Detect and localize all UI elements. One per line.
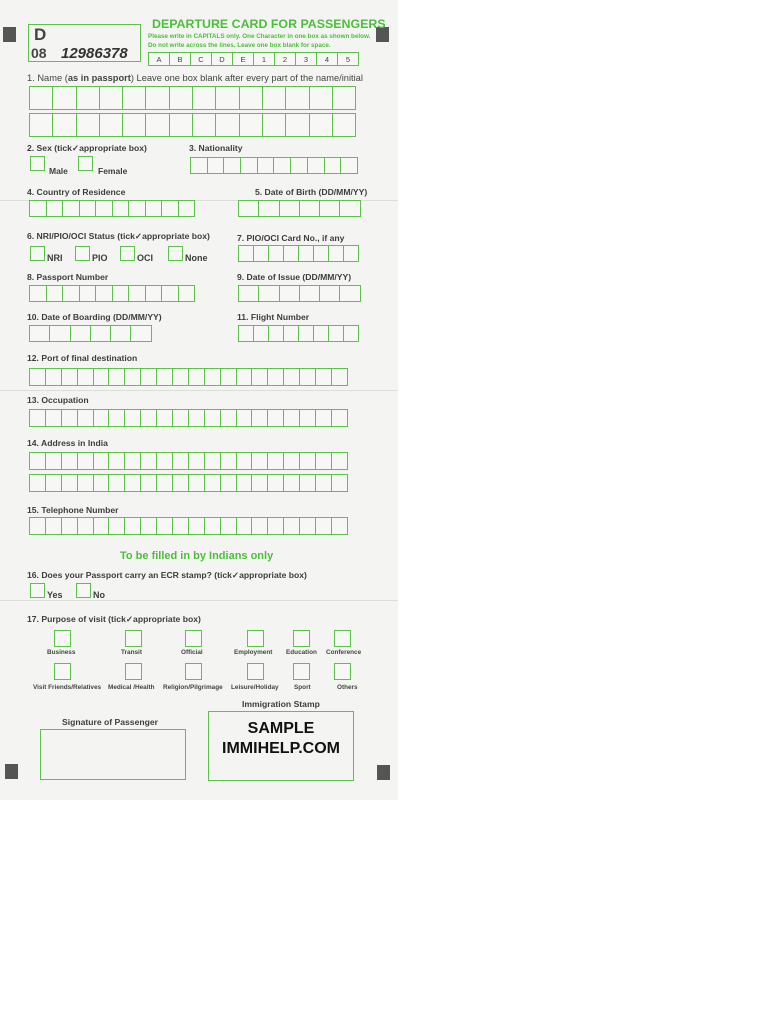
char-box[interactable] <box>93 452 110 470</box>
char-box[interactable] <box>251 368 268 386</box>
char-box[interactable] <box>283 245 299 262</box>
char-box[interactable] <box>188 409 205 427</box>
char-box[interactable] <box>29 86 53 110</box>
card-id-box <box>28 24 141 62</box>
boarding-date-boxes[interactable] <box>29 325 151 342</box>
char-box[interactable] <box>331 474 348 492</box>
char-box[interactable] <box>315 452 332 470</box>
nri-status-label: 6. NRI/PIO/OCI Status (tick✓appropriate box) <box>27 231 210 241</box>
registration-mark <box>3 27 16 42</box>
char-box[interactable] <box>77 409 94 427</box>
country-label: 4. Country of Residence <box>27 187 126 197</box>
ecr-no-label: No <box>93 590 105 600</box>
char-box[interactable] <box>267 409 284 427</box>
char-box[interactable] <box>299 368 316 386</box>
char-box[interactable] <box>223 157 241 174</box>
char-box[interactable] <box>99 86 123 110</box>
purpose-religion-label: Religion/Pilgrimage <box>163 684 223 691</box>
char-box[interactable] <box>172 409 189 427</box>
char-box[interactable] <box>145 113 169 137</box>
char-box[interactable] <box>90 325 111 342</box>
char-box[interactable] <box>77 452 94 470</box>
card-letter: D <box>34 25 47 44</box>
char-box[interactable] <box>328 325 344 342</box>
char-box[interactable] <box>45 368 62 386</box>
char-box[interactable] <box>307 157 325 174</box>
char-box[interactable] <box>122 86 146 110</box>
char-box[interactable] <box>239 113 263 137</box>
char-box[interactable] <box>238 285 259 302</box>
char-box[interactable] <box>61 368 78 386</box>
char-box[interactable] <box>145 285 163 302</box>
char-box[interactable] <box>156 409 173 427</box>
char-box[interactable] <box>95 200 113 217</box>
char-box[interactable] <box>156 474 173 492</box>
char-box[interactable] <box>258 200 279 217</box>
sex-male-checkbox[interactable] <box>30 156 45 171</box>
char-box[interactable] <box>331 368 348 386</box>
card-series: 08 <box>31 45 47 61</box>
char-box[interactable] <box>283 517 300 535</box>
char-box[interactable] <box>236 368 253 386</box>
char-box[interactable] <box>128 200 146 217</box>
char-box[interactable] <box>93 474 110 492</box>
sample-char-box: E <box>232 52 254 66</box>
flight-boxes[interactable] <box>238 325 358 342</box>
char-box[interactable] <box>299 285 320 302</box>
char-box[interactable] <box>268 245 284 262</box>
char-box[interactable] <box>283 409 300 427</box>
char-box[interactable] <box>76 113 100 137</box>
char-box[interactable] <box>315 368 332 386</box>
ecr-yes-checkbox[interactable] <box>30 583 45 598</box>
sample-char-boxes <box>148 52 358 66</box>
char-box[interactable] <box>112 200 130 217</box>
char-box[interactable] <box>220 409 237 427</box>
char-box[interactable] <box>220 474 237 492</box>
char-box[interactable] <box>309 113 333 137</box>
name-boxes-row-1[interactable] <box>29 86 355 110</box>
purpose-sport-checkbox[interactable] <box>293 663 310 680</box>
purpose-transit-label: Transit <box>121 649 142 656</box>
char-box[interactable] <box>190 157 208 174</box>
char-box[interactable] <box>215 86 239 110</box>
purpose-education-label: Education <box>286 649 317 656</box>
char-box[interactable] <box>319 200 340 217</box>
char-box[interactable] <box>343 245 359 262</box>
char-box[interactable] <box>236 409 253 427</box>
registration-mark <box>377 765 390 780</box>
char-box[interactable] <box>315 474 332 492</box>
char-box[interactable] <box>251 474 268 492</box>
purpose-visit-friends-label: Visit Friends/Relatives <box>33 684 102 691</box>
purpose-official-checkbox[interactable] <box>185 630 202 647</box>
char-box[interactable] <box>29 285 47 302</box>
char-box[interactable] <box>29 452 46 470</box>
char-box[interactable] <box>204 474 221 492</box>
phone-boxes[interactable] <box>29 517 347 535</box>
nri-label: NRI <box>47 253 63 263</box>
purpose-education-checkbox[interactable] <box>293 630 310 647</box>
indians-only-heading: To be filled in by Indians only <box>120 550 274 562</box>
char-box[interactable] <box>285 86 309 110</box>
departure-card <box>0 0 398 800</box>
char-box[interactable] <box>122 113 146 137</box>
char-box[interactable] <box>315 517 332 535</box>
char-box[interactable] <box>328 245 344 262</box>
ecr-no-checkbox[interactable] <box>76 583 91 598</box>
char-box[interactable] <box>108 409 125 427</box>
char-box[interactable] <box>319 285 340 302</box>
char-box[interactable] <box>285 113 309 137</box>
occupation-boxes[interactable] <box>29 409 347 427</box>
char-box[interactable] <box>79 200 97 217</box>
flight-label: 11. Flight Number <box>237 312 310 322</box>
char-box[interactable] <box>156 368 173 386</box>
signature-box[interactable] <box>40 729 186 780</box>
char-box[interactable] <box>161 200 179 217</box>
purpose-business-checkbox[interactable] <box>54 630 71 647</box>
purpose-visit-friends-checkbox[interactable] <box>54 663 71 680</box>
char-box[interactable] <box>108 474 125 492</box>
char-box[interactable] <box>238 325 254 342</box>
char-box[interactable] <box>46 285 64 302</box>
char-box[interactable] <box>140 452 157 470</box>
char-box[interactable] <box>339 200 360 217</box>
char-box[interactable] <box>268 325 284 342</box>
sample-char-box: 3 <box>295 52 317 66</box>
char-box[interactable] <box>273 157 291 174</box>
char-box[interactable] <box>239 86 263 110</box>
sample-char-box: 5 <box>337 52 359 66</box>
purpose-others-checkbox[interactable] <box>334 663 351 680</box>
passport-label: 8. Passport Number <box>27 272 109 282</box>
purpose-business-label: Business <box>47 649 76 656</box>
char-box[interactable] <box>124 474 141 492</box>
sample-char-box: 4 <box>316 52 338 66</box>
char-box[interactable] <box>238 200 259 217</box>
pio-card-boxes[interactable] <box>238 245 358 262</box>
sample-char-box: 2 <box>274 52 296 66</box>
purpose-conference-label: Conference <box>326 649 362 656</box>
char-box[interactable] <box>267 517 284 535</box>
char-box[interactable] <box>262 113 286 137</box>
nationality-boxes[interactable] <box>190 157 357 174</box>
char-box[interactable] <box>204 368 221 386</box>
char-box[interactable] <box>332 113 356 137</box>
char-box[interactable] <box>299 200 320 217</box>
purpose-official-label: Official <box>181 649 203 656</box>
char-box[interactable] <box>236 474 253 492</box>
char-box[interactable] <box>188 517 205 535</box>
char-box[interactable] <box>108 368 125 386</box>
char-box[interactable] <box>169 86 193 110</box>
char-box[interactable] <box>29 409 46 427</box>
char-box[interactable] <box>309 86 333 110</box>
char-box[interactable] <box>299 474 316 492</box>
char-box[interactable] <box>279 285 300 302</box>
purpose-leisure-label: Leisure/Holiday <box>231 684 279 691</box>
sex-female-label: Female <box>98 166 128 176</box>
occupation-label: 13. Occupation <box>27 395 89 405</box>
char-box[interactable] <box>331 452 348 470</box>
char-box[interactable] <box>49 325 70 342</box>
sex-male-label: Male <box>49 166 68 176</box>
char-box[interactable] <box>124 517 141 535</box>
char-box[interactable] <box>99 113 123 137</box>
char-box[interactable] <box>93 368 110 386</box>
char-box[interactable] <box>283 474 300 492</box>
char-box[interactable] <box>110 325 131 342</box>
char-box[interactable] <box>298 245 314 262</box>
char-box[interactable] <box>61 452 78 470</box>
purpose-employment-checkbox[interactable] <box>247 630 264 647</box>
char-box[interactable] <box>257 157 275 174</box>
char-box[interactable] <box>204 409 221 427</box>
pio-card-label: 7. PIO/OCI Card No., if any <box>237 233 345 243</box>
address-boxes-row-1[interactable] <box>29 452 347 470</box>
none-label: None <box>185 253 208 263</box>
nri-checkbox[interactable] <box>30 246 45 261</box>
char-box[interactable] <box>62 285 80 302</box>
char-box[interactable] <box>124 409 141 427</box>
char-box[interactable] <box>172 452 189 470</box>
immigration-stamp-label: Immigration Stamp <box>242 699 320 709</box>
char-box[interactable] <box>61 474 78 492</box>
nationality-label: 3. Nationality <box>189 143 243 153</box>
sex-female-checkbox[interactable] <box>78 156 93 171</box>
sample-char-box: C <box>190 52 212 66</box>
char-box[interactable] <box>61 517 78 535</box>
char-box[interactable] <box>76 86 100 110</box>
ecr-yes-label: Yes <box>47 590 63 600</box>
char-box[interactable] <box>207 157 225 174</box>
char-box[interactable] <box>77 368 94 386</box>
fold-line <box>0 600 398 601</box>
char-box[interactable] <box>172 517 189 535</box>
char-box[interactable] <box>267 368 284 386</box>
char-box[interactable] <box>130 325 151 342</box>
char-box[interactable] <box>253 245 269 262</box>
address-label: 14. Address in India <box>27 438 108 448</box>
registration-mark <box>5 764 18 779</box>
name-label: 1. Name (as in passport) Leave one box blank after every part of the name/initial <box>27 73 363 83</box>
sample-char-box: A <box>148 52 170 66</box>
char-box[interactable] <box>61 409 78 427</box>
char-box[interactable] <box>192 86 216 110</box>
char-box[interactable] <box>262 86 286 110</box>
instruction-line-1: Please write in CAPITALS only. One Character in one box as shown below. <box>148 33 371 40</box>
char-box[interactable] <box>140 368 157 386</box>
purpose-medical-checkbox[interactable] <box>125 663 142 680</box>
boarding-date-label: 10. Date of Boarding (DD/MM/YY) <box>27 312 162 322</box>
port-boxes[interactable] <box>29 368 347 386</box>
char-box[interactable] <box>52 86 76 110</box>
sample-watermark-line-1: SAMPLE <box>247 720 315 737</box>
char-box[interactable] <box>45 474 62 492</box>
char-box[interactable] <box>343 325 359 342</box>
char-box[interactable] <box>140 517 157 535</box>
char-box[interactable] <box>188 452 205 470</box>
char-box[interactable] <box>298 325 314 342</box>
char-box[interactable] <box>251 409 268 427</box>
sample-char-box: 1 <box>253 52 275 66</box>
char-box[interactable] <box>236 517 253 535</box>
char-box[interactable] <box>340 157 358 174</box>
char-box[interactable] <box>332 86 356 110</box>
char-box[interactable] <box>279 200 300 217</box>
purpose-medical-label: Medical /Health <box>108 684 155 691</box>
card-serial-number: 12986378 <box>61 45 128 62</box>
country-boxes[interactable] <box>29 200 194 217</box>
char-box[interactable] <box>188 368 205 386</box>
oci-label: OCI <box>137 253 154 263</box>
sample-watermark-line-2: IMMIHELP.COM <box>222 740 340 757</box>
char-box[interactable] <box>220 368 237 386</box>
purpose-label: 17. Purpose of visit (tick✓appropriate box) <box>27 614 201 624</box>
char-box[interactable] <box>29 517 46 535</box>
dob-boxes[interactable] <box>238 200 360 217</box>
purpose-conference-checkbox[interactable] <box>334 630 351 647</box>
fold-line <box>0 390 398 391</box>
char-box[interactable] <box>108 452 125 470</box>
name-boxes-row-2[interactable] <box>29 113 355 137</box>
pio-checkbox[interactable] <box>75 246 90 261</box>
purpose-transit-checkbox[interactable] <box>125 630 142 647</box>
address-boxes-row-2[interactable] <box>29 474 347 492</box>
char-box[interactable] <box>238 245 254 262</box>
char-box[interactable] <box>251 517 268 535</box>
char-box[interactable] <box>172 474 189 492</box>
char-box[interactable] <box>253 325 269 342</box>
char-box[interactable] <box>140 474 157 492</box>
char-box[interactable] <box>77 517 94 535</box>
char-box[interactable] <box>95 285 113 302</box>
char-box[interactable] <box>204 517 221 535</box>
purpose-others-label: Others <box>337 684 358 691</box>
char-box[interactable] <box>169 113 193 137</box>
pio-label: PIO <box>92 253 108 263</box>
char-box[interactable] <box>108 517 125 535</box>
char-box[interactable] <box>236 452 253 470</box>
signature-label: Signature of Passenger <box>62 717 158 727</box>
char-box[interactable] <box>156 517 173 535</box>
char-box[interactable] <box>258 285 279 302</box>
char-box[interactable] <box>315 409 332 427</box>
char-box[interactable] <box>29 200 47 217</box>
purpose-leisure-checkbox[interactable] <box>247 663 264 680</box>
char-box[interactable] <box>93 409 110 427</box>
char-box[interactable] <box>178 285 196 302</box>
char-box[interactable] <box>145 200 163 217</box>
char-box[interactable] <box>156 452 173 470</box>
char-box[interactable] <box>46 200 64 217</box>
char-box[interactable] <box>283 452 300 470</box>
char-box[interactable] <box>93 517 110 535</box>
char-box[interactable] <box>128 285 146 302</box>
card-title: DEPARTURE CARD FOR PASSENGERS <box>152 17 386 31</box>
dob-label: 5. Date of Birth (DD/MM/YY) <box>255 187 368 197</box>
char-box[interactable] <box>290 157 308 174</box>
passport-boxes[interactable] <box>29 285 194 302</box>
char-box[interactable] <box>79 285 97 302</box>
purpose-religion-checkbox[interactable] <box>185 663 202 680</box>
ecr-label: 16. Does your Passport carry an ECR stamp? (tick✓appropriate box) <box>27 570 307 580</box>
char-box[interactable] <box>215 113 239 137</box>
sample-char-box: D <box>211 52 233 66</box>
char-box[interactable] <box>313 245 329 262</box>
sample-char-box: B <box>169 52 191 66</box>
purpose-employment-label: Employment <box>234 649 273 656</box>
char-box[interactable] <box>251 452 268 470</box>
char-box[interactable] <box>331 517 348 535</box>
char-box[interactable] <box>70 325 91 342</box>
issue-date-label: 9. Date of Issue (DD/MM/YY) <box>237 272 352 282</box>
char-box[interactable] <box>45 517 62 535</box>
char-box[interactable] <box>172 368 189 386</box>
immigration-stamp-box <box>208 711 354 781</box>
char-box[interactable] <box>299 409 316 427</box>
char-box[interactable] <box>45 409 62 427</box>
purpose-sport-label: Sport <box>294 684 311 691</box>
phone-label: 15. Telephone Number <box>27 505 119 515</box>
char-box[interactable] <box>324 157 342 174</box>
sex-label: 2. Sex (tick✓appropriate box) <box>27 143 147 153</box>
char-box[interactable] <box>283 325 299 342</box>
char-box[interactable] <box>112 285 130 302</box>
char-box[interactable] <box>178 200 196 217</box>
char-box[interactable] <box>267 452 284 470</box>
char-box[interactable] <box>192 113 216 137</box>
char-box[interactable] <box>45 452 62 470</box>
char-box[interactable] <box>29 325 50 342</box>
char-box[interactable] <box>62 200 80 217</box>
char-box[interactable] <box>188 474 205 492</box>
char-box[interactable] <box>331 409 348 427</box>
char-box[interactable] <box>140 409 157 427</box>
char-box[interactable] <box>29 368 46 386</box>
char-box[interactable] <box>283 368 300 386</box>
instruction-line-2: Do not write across the lines. Leave one box blank for space. <box>148 42 331 49</box>
char-box[interactable] <box>313 325 329 342</box>
char-box[interactable] <box>240 157 258 174</box>
char-box[interactable] <box>145 86 169 110</box>
oci-checkbox[interactable] <box>120 246 135 261</box>
char-box[interactable] <box>29 113 53 137</box>
char-box[interactable] <box>339 285 360 302</box>
none-checkbox[interactable] <box>168 246 183 261</box>
char-box[interactable] <box>52 113 76 137</box>
port-label: 12. Port of final destination <box>27 353 138 363</box>
char-box[interactable] <box>220 517 237 535</box>
char-box[interactable] <box>220 452 237 470</box>
issue-date-boxes[interactable] <box>238 285 360 302</box>
char-box[interactable] <box>124 368 141 386</box>
char-box[interactable] <box>161 285 179 302</box>
char-box[interactable] <box>204 452 221 470</box>
char-box[interactable] <box>77 474 94 492</box>
char-box[interactable] <box>267 474 284 492</box>
char-box[interactable] <box>124 452 141 470</box>
char-box[interactable] <box>299 452 316 470</box>
char-box[interactable] <box>29 474 46 492</box>
char-box[interactable] <box>299 517 316 535</box>
